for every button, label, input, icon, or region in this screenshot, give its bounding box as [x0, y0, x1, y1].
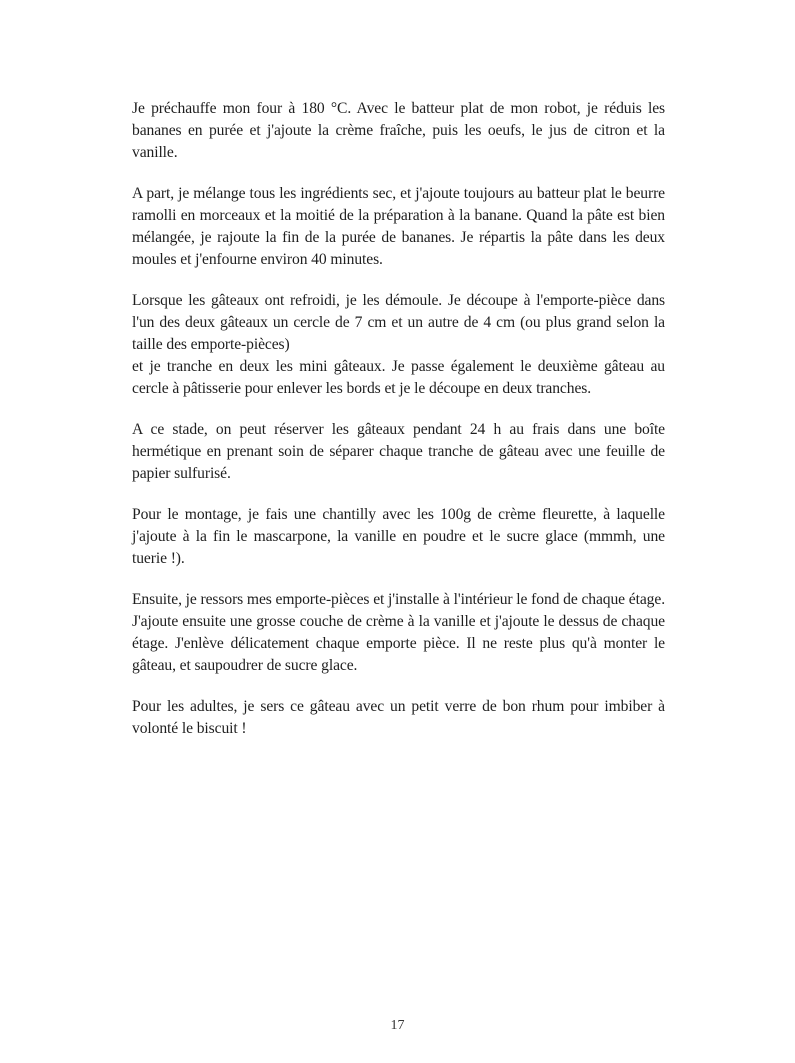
paragraph-cutting: [132, 290, 665, 400]
paragraph-assembly: Pour le montage, je fais une chantilly avec les 100g de crème fleurette, à laquelle j'ajoute à la fin le mascarpone, la vanille en poudre et le sucre glace (mmmh, une tuerie !).: [132, 506, 665, 567]
document-body: [132, 98, 665, 759]
page-number: 17: [390, 1018, 405, 1033]
paragraph-cutting-text: Lorsque les gâteaux ont refroidi, je les démoule. Je découpe à l'emporte-pièce dans l'un des deux gâteaux un cercle de 7 cm et un autre de 4 cm (ou plus grand selon la taille des emporte-pièces): [132, 292, 665, 353]
paragraph-mixing: A part, je mélange tous les ingrédients sec, et j'ajoute toujours au batteur plat le beurre ramolli en morceaux et la moitié de la préparation à la banane. Quand la pâte est bien mélangée, je rajoute la fin de la purée de bananes. Je répartis la pâte dans les deux moules et j'enfourne environ 40 minutes.: [132, 185, 665, 268]
paragraph-layering: Ensuite, je ressors mes emporte-pièces et j'installe à l'intérieur le fond de chaque étage. J'ajoute ensuite une grosse couche de crème à la vanille et j'ajoute le dessus de chaque étage. J'enlève délicatement chaque emporte pièce. Il ne reste plus qu'à monter le gâteau, et saupoudrer de sucre glace.: [132, 591, 665, 674]
paragraph-serving: Pour les adultes, je sers ce gâteau avec un petit verre de bon rhum pour imbiber à volonté le biscuit !: [132, 698, 665, 737]
paragraph-preheat: Je préchauffe mon four à 180 °C. Avec le batteur plat de mon robot, je réduis les bananes en purée et j'ajoute la crème fraîche, puis les oeufs, le jus de citron et la vanille.: [132, 100, 665, 161]
paragraph-cutting-continuation: et je tranche en deux les mini gâteaux. Je passe également le deuxième gâteau au cercle à pâtisserie pour enlever les bords et je le découpe en deux tranches.: [132, 358, 665, 397]
paragraph-storage: A ce stade, on peut réserver les gâteaux pendant 24 h au frais dans une boîte hermétique en prenant soin de séparer chaque tranche de gâteau avec une feuille de papier sulfurisé.: [132, 421, 665, 482]
